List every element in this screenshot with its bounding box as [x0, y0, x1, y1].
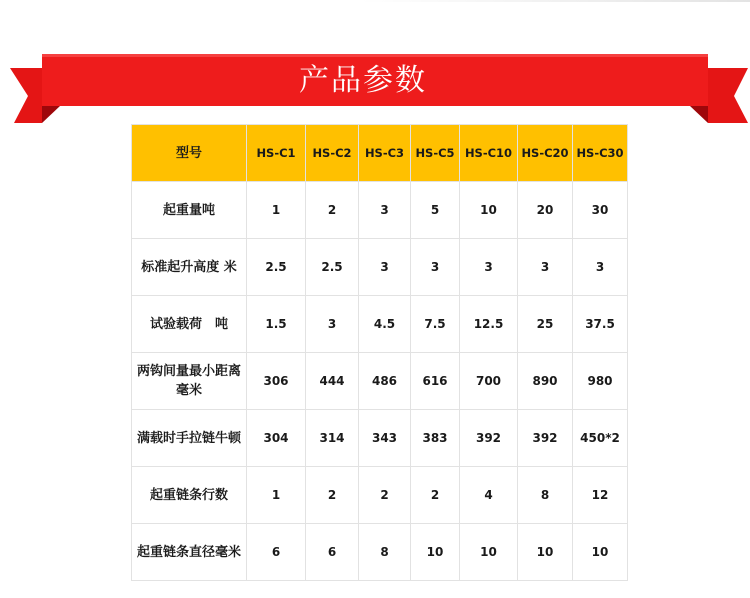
table-cell: 3 — [359, 239, 411, 296]
table-cell: 10 — [460, 182, 518, 239]
table-cell: 25 — [518, 296, 573, 353]
table-row — [132, 524, 628, 581]
table-cell: 450*2 — [573, 410, 628, 467]
table-cell: 444 — [306, 353, 359, 410]
table-cell: 700 — [460, 353, 518, 410]
spec-table — [131, 124, 628, 581]
table-row — [132, 182, 628, 239]
table-cell: 20 — [518, 182, 573, 239]
table-cell: 2 — [306, 467, 359, 524]
row-label: 两钩间量最小距离 毫米 — [132, 353, 247, 410]
table-cell: 7.5 — [411, 296, 460, 353]
table-row — [132, 296, 628, 353]
row-label: 试验载荷 吨 — [132, 296, 247, 353]
table-cell: 392 — [518, 410, 573, 467]
header-model-cell: HS-C10 — [460, 125, 518, 182]
table-cell: 486 — [359, 353, 411, 410]
table-cell: 6 — [247, 524, 306, 581]
table-cell: 8 — [518, 467, 573, 524]
row-label: 满载时手拉链牛顿 — [132, 410, 247, 467]
table-cell: 2.5 — [306, 239, 359, 296]
header-model-cell: HS-C2 — [306, 125, 359, 182]
table-cell: 8 — [359, 524, 411, 581]
table-cell: 2 — [306, 182, 359, 239]
table-cell: 616 — [411, 353, 460, 410]
table-cell: 383 — [411, 410, 460, 467]
header-model-cell: HS-C1 — [247, 125, 306, 182]
table-cell: 2 — [411, 467, 460, 524]
table-row — [132, 467, 628, 524]
header-model-label: 型号 — [132, 125, 247, 182]
table-row — [132, 353, 628, 410]
table-cell: 10 — [460, 524, 518, 581]
table-cell: 12 — [573, 467, 628, 524]
table-cell: 10 — [518, 524, 573, 581]
header-model-cell: HS-C3 — [359, 125, 411, 182]
table-cell: 980 — [573, 353, 628, 410]
table-cell: 3 — [518, 239, 573, 296]
table-cell: 3 — [359, 182, 411, 239]
table-cell: 3 — [573, 239, 628, 296]
header-model-cell: HS-C5 — [411, 125, 460, 182]
table-cell: 2.5 — [247, 239, 306, 296]
table-cell: 1 — [247, 467, 306, 524]
table-cell: 304 — [247, 410, 306, 467]
table-cell: 12.5 — [460, 296, 518, 353]
table-cell: 392 — [460, 410, 518, 467]
table-cell: 3 — [306, 296, 359, 353]
header-model-cell: HS-C30 — [573, 125, 628, 182]
table-cell: 1.5 — [247, 296, 306, 353]
table-cell: 890 — [518, 353, 573, 410]
title-ribbon — [0, 50, 750, 130]
header-model-cell: HS-C20 — [518, 125, 573, 182]
table-header-row — [132, 125, 628, 182]
table-cell: 3 — [411, 239, 460, 296]
row-label: 标准起升高度 米 — [132, 239, 247, 296]
table-cell: 4.5 — [359, 296, 411, 353]
ribbon-title: 产品参数 — [299, 63, 427, 98]
table-cell: 343 — [359, 410, 411, 467]
table-cell: 10 — [573, 524, 628, 581]
table-cell: 30 — [573, 182, 628, 239]
row-label: 起重链条行数 — [132, 467, 247, 524]
table-cell: 37.5 — [573, 296, 628, 353]
row-label: 起重链条直径毫米 — [132, 524, 247, 581]
table-cell: 306 — [247, 353, 306, 410]
table-cell: 2 — [359, 467, 411, 524]
table-cell: 3 — [460, 239, 518, 296]
table-cell: 4 — [460, 467, 518, 524]
top-divider — [360, 0, 750, 2]
table-cell: 1 — [247, 182, 306, 239]
table-cell: 5 — [411, 182, 460, 239]
table-cell: 6 — [306, 524, 359, 581]
table-cell: 314 — [306, 410, 359, 467]
table-cell: 10 — [411, 524, 460, 581]
row-label: 起重量吨 — [132, 182, 247, 239]
table-row — [132, 239, 628, 296]
table-row — [132, 410, 628, 467]
